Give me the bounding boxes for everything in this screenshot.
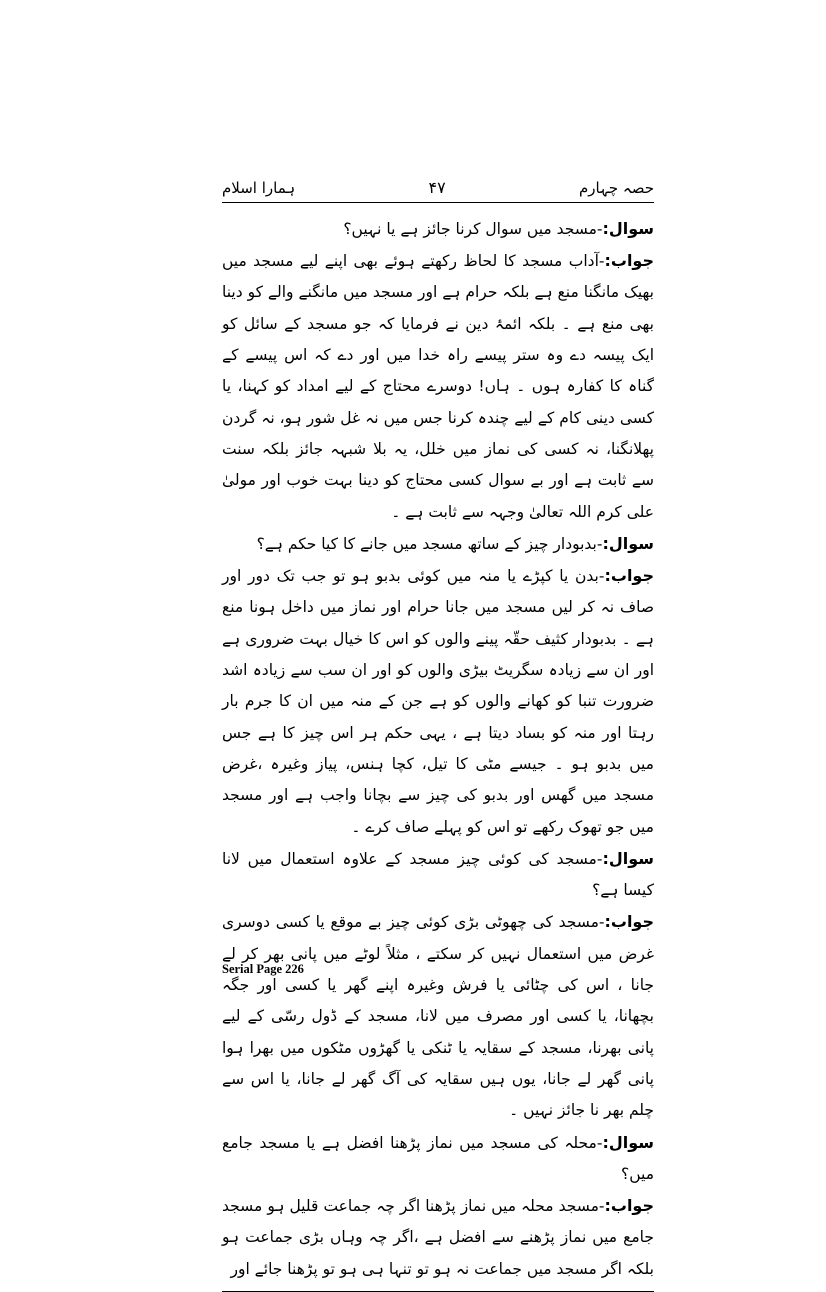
answer-label: جواب:: [604, 566, 654, 586]
question-1: [222, 213, 654, 245]
question-label: سوال:: [602, 1132, 654, 1152]
answer-text: بدن یا کپڑے یا منہ میں کوئی بدبو ہو تو جب تک دور اور صاف نہ کر لیں مسجد میں جانا حرام اور نماز میں داخل ہونا منع ہے ۔ بدبودار کثیف حقّہ پینے والوں کو اس کا خیال بہت ضروری ہے اور ان سے زیادہ سگریٹ بیڑی والوں کو اور ان سب سے زیادہ اشد ضرورت تنبا کو کھانے والوں کو ہے جن کے منہ میں ان کا جرم بار رہتا اور منہ کو بساد دیتا ہے ، یہی حکم ہر اس چیز کا ہے جس میں بدبو ہو ۔ جیسے مٹی کا تیل، کچا ہنس، پیاز وغیرہ ،غرض مسجد میں گھس اور بدبو کی چیز سے بچانا واجب ہے اور مسجد میں جو تھوک رکھے تو اس کو پہلے صاف کرے ۔: [222, 567, 654, 836]
answer-dash: -: [598, 1197, 605, 1216]
answer-text: مسجد کی چھوٹی بڑی کوئی چیز بے موقع یا کسی دوسری غرض میں استعمال نہیں کر سکتے ، مثلاً لوٹے میں پانی بھر کر لے جانا ، اس کی چٹائی یا فرش وغیرہ اپنے گھر یا کسی اور جگہ بچھانا، یا کسی اور مصرف میں لانا، مسجد کے ڈول رسّی کے لیے پانی بھرنا، مسجد کے سقایہ یا ٹنکی یا گھڑوں مٹکوں میں بھرا ہوا پانی گھر لے جانا، یوں ہیں سقایہ کی آگ گھر لے جانا، یا اس سے چلم بھر نا جائز نہیں ۔: [222, 913, 654, 1120]
question-2: [222, 528, 654, 560]
header-book-title: ہمارا اسلام: [222, 179, 296, 197]
qa-block-2: [222, 528, 654, 843]
answer-label: جواب:: [604, 1196, 654, 1216]
answer-text: مسجد محلہ میں نماز پڑھنا اگر چہ جماعت قلیل ہو مسجد جامع میں نماز پڑھنے سے افضل ہے ،اگر چہ وہاں بڑی جماعت ہو بلکہ اگر مسجد میں جماعت نہ ہو تو تنہا ہی ہو تو پڑھنا جائے اور: [222, 1197, 654, 1278]
answer-text: آداب مسجد کا لحاظ رکھتے ہوئے بھی اپنے لیے مسجد میں بھیک مانگنا منع ہے بلکہ حرام ہے اور مسجد میں مانگنے والے کو دینا بھی منع ہے ۔ بلکہ ائمۂ دین نے فرمایا کہ جو مسجد کے سائل کو ایک پیسہ دے وہ ستر پیسے راہ خدا میں اور دے کہ اس پیسے کے گناہ کا کفارہ ہوں ۔ ہاں! دوسرے محتاج کے لیے امداد کو کہنا، یا کسی دینی کام کے لیے چندہ کرنا جس میں نہ غل شور ہو، نہ گردن پھلانگنا، نہ کسی کی نماز میں خلل، یہ بلا شبہہ جائز بلکہ سنت سے ثابت ہے اور بے سوال کسی محتاج کو دینا بہت خوب اور مولیٰ علی کرم اللہ تعالیٰ وجہہ سے ثابت ہے ۔: [222, 252, 654, 521]
header-page-number: ۴۷: [428, 178, 446, 197]
answer-3: [222, 906, 654, 1126]
question-label: سوال:: [602, 218, 654, 238]
question-4: [222, 1127, 654, 1191]
question-dash: -: [596, 849, 603, 868]
answer-4: [222, 1190, 654, 1285]
answer-label: جواب:: [604, 251, 654, 271]
page-content: [222, 178, 654, 1292]
question-text: مسجد کی کوئی چیز مسجد کے علاوہ استعمال میں لانا کیسا ہے؟: [222, 849, 654, 900]
question-label: سوال:: [602, 533, 654, 553]
answer-dash: -: [598, 913, 605, 932]
answer-dash: -: [598, 567, 605, 586]
question-dash: -: [596, 534, 603, 553]
header-part-name: حصہ چہارم: [579, 179, 654, 197]
question-dash: -: [596, 219, 603, 238]
question-text: محلہ کی مسجد میں نماز پڑھنا افضل ہے یا مسجد جامع میں؟: [222, 1133, 654, 1183]
page-body: [222, 203, 654, 1291]
answer-label: جواب:: [604, 912, 654, 932]
question-text: مسجد میں سوال کرنا جائز ہے یا نہیں؟: [343, 219, 597, 238]
question-3: [222, 843, 654, 907]
answer-dash: -: [598, 252, 605, 271]
qa-block-1: [222, 213, 654, 528]
qa-block-4: [222, 1127, 654, 1286]
page-header: [222, 178, 654, 202]
question-dash: -: [596, 1133, 603, 1152]
question-text: بدبودار چیز کے ساتھ مسجد میں جانے کا کیا حکم ہے؟: [256, 534, 597, 553]
footer-serial-page: Serial Page 226: [222, 962, 304, 976]
answer-1: [222, 245, 654, 528]
question-label: سوال:: [602, 848, 654, 868]
qa-block-3: [222, 843, 654, 1127]
answer-2: [222, 560, 654, 843]
